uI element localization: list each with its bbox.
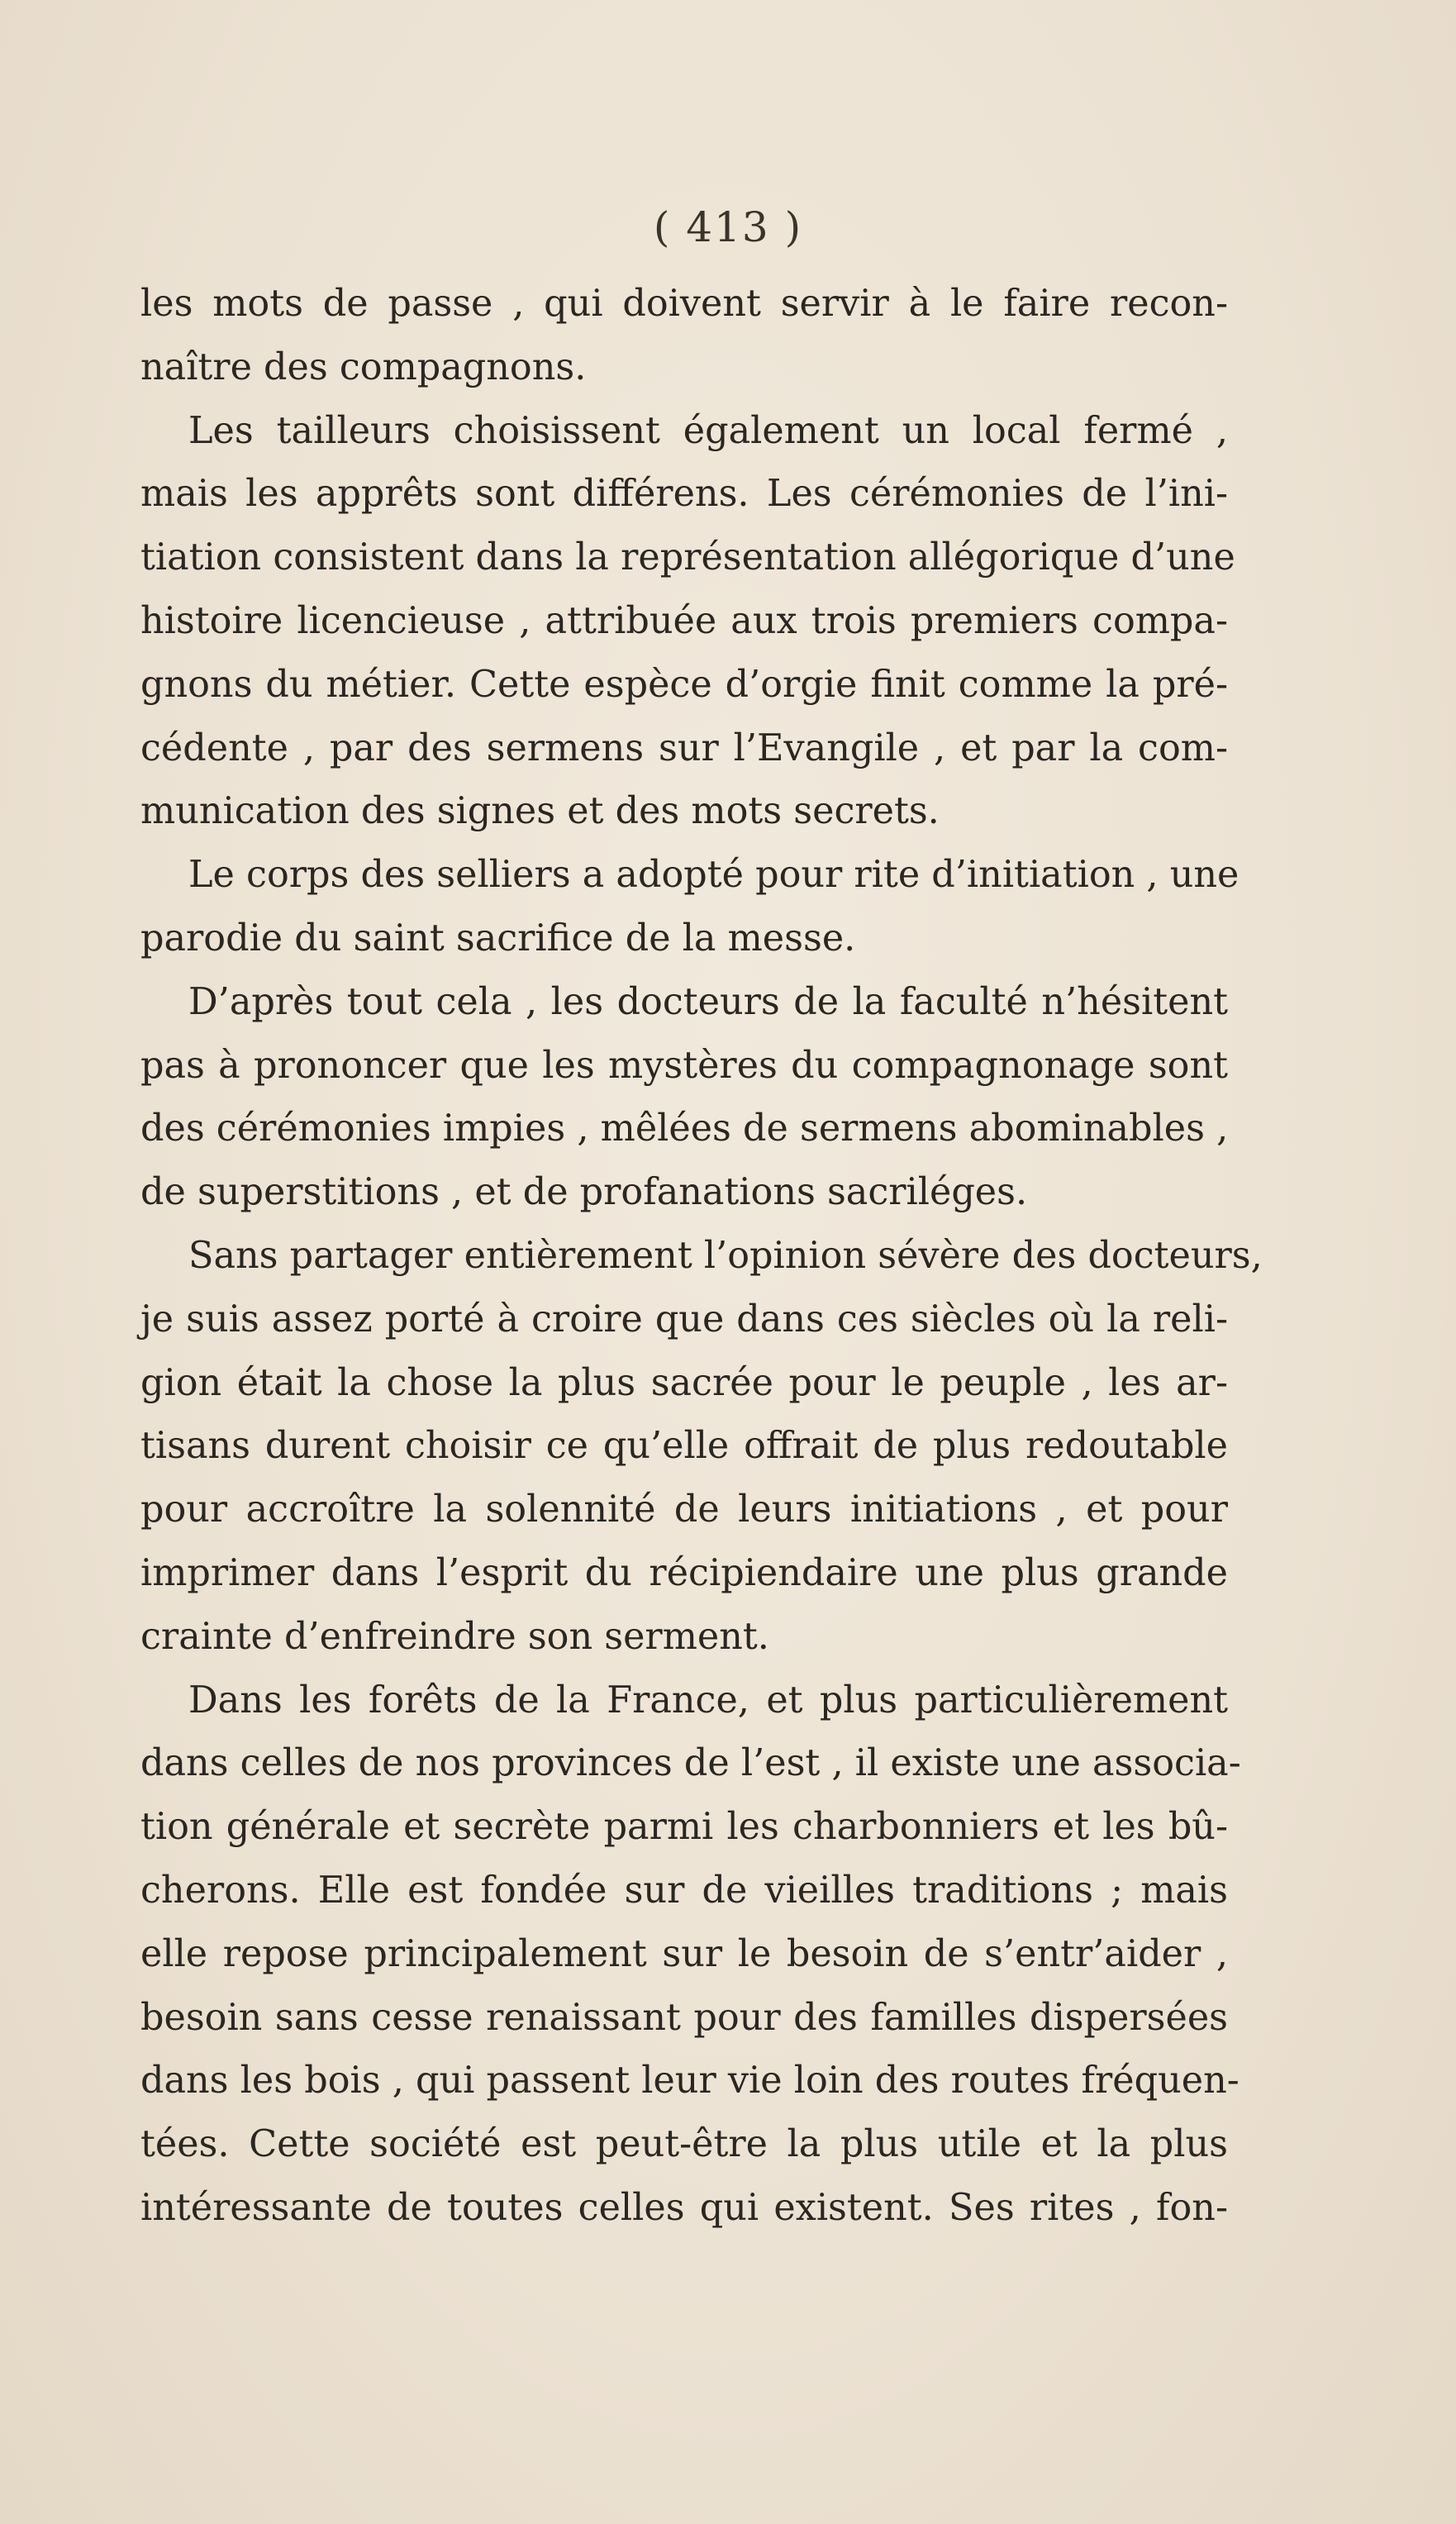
text-line: elle repose principalement sur le besoin de s’entr’aider ,: [140, 1932, 1228, 1975]
text-line: Le corps des selliers a adopté pour rite d’initiation , une: [188, 854, 1240, 897]
text-line: mais les apprêts sont différens. Les cérémonies de l’ini-: [140, 473, 1228, 516]
page-number: ( 413 ): [653, 203, 803, 251]
text-line: tées. Cette société est peut-être la plus utile et la plus: [140, 2123, 1228, 2166]
text-line: des cérémonies impies , mêlées de sermens abominables ,: [140, 1107, 1229, 1150]
text-line: de superstitions , et de profanations sacriléges.: [140, 1171, 1028, 1214]
text-line: D’après tout cela , les docteurs de la faculté n’hésitent: [188, 980, 1228, 1023]
text-line: Sans partager entièrement l’opinion sévère des docteurs,: [188, 1234, 1263, 1277]
text-line: dans les bois , qui passent leur vie loin des routes fréquen-: [140, 2060, 1240, 2103]
body-text: [140, 273, 1263, 2241]
text-line: munication des signes et des mots secrets.: [140, 790, 940, 833]
text-line: je suis assez porté à croire que dans ces siècles où la reli-: [140, 1298, 1228, 1341]
text-line: gion était la chose la plus sacrée pour le peuple , les ar-: [140, 1361, 1228, 1404]
text-line: naître des compagnons.: [140, 345, 587, 388]
text-line: tion générale et secrète parmi les charbonniers et les bû-: [140, 1806, 1228, 1849]
text-line: besoin sans cesse renaissant pour des familles dispersées: [140, 1996, 1228, 2039]
text-line: parodie du saint sacrifice de la messe.: [140, 917, 856, 960]
text-line: gnons du métier. Cette espèce d’orgie finit comme la pré-: [140, 663, 1228, 706]
text-line: Dans les forêts de la France, et plus particulièrement: [188, 1679, 1228, 1722]
text-line: crainte d’enfreindre son serment.: [140, 1615, 769, 1658]
text-line: intéressante de toutes celles qui existent. Ses rites , fon-: [140, 2186, 1228, 2229]
text-line: imprimer dans l’esprit du récipiendaire une plus grande: [140, 1551, 1228, 1594]
text-line: les mots de passe , qui doivent servir à le faire recon-: [140, 283, 1228, 325]
text-line: pas à prononcer que les mystères du compagnonage sont: [140, 1044, 1228, 1087]
text-line: histoire licencieuse , attribuée aux trois premiers compa-: [140, 599, 1228, 642]
text-line: Les tailleurs choisissent également un local fermé ,: [188, 409, 1228, 452]
text-line: cherons. Elle est fondée sur de vieilles traditions ; mais: [140, 1869, 1228, 1912]
text-line: cédente , par des sermens sur l’Evangile , et par la com-: [140, 726, 1228, 769]
text-line: dans celles de nos provinces de l’est , il existe une associa-: [140, 1742, 1241, 1785]
text-line: tisans durent choisir ce qu’elle offrait de plus redoutable: [140, 1425, 1228, 1468]
text-line: pour accroître la solennité de leurs initiations , et pour: [140, 1488, 1228, 1531]
text-line: tiation consistent dans la représentation allégorique d’une: [140, 536, 1235, 579]
